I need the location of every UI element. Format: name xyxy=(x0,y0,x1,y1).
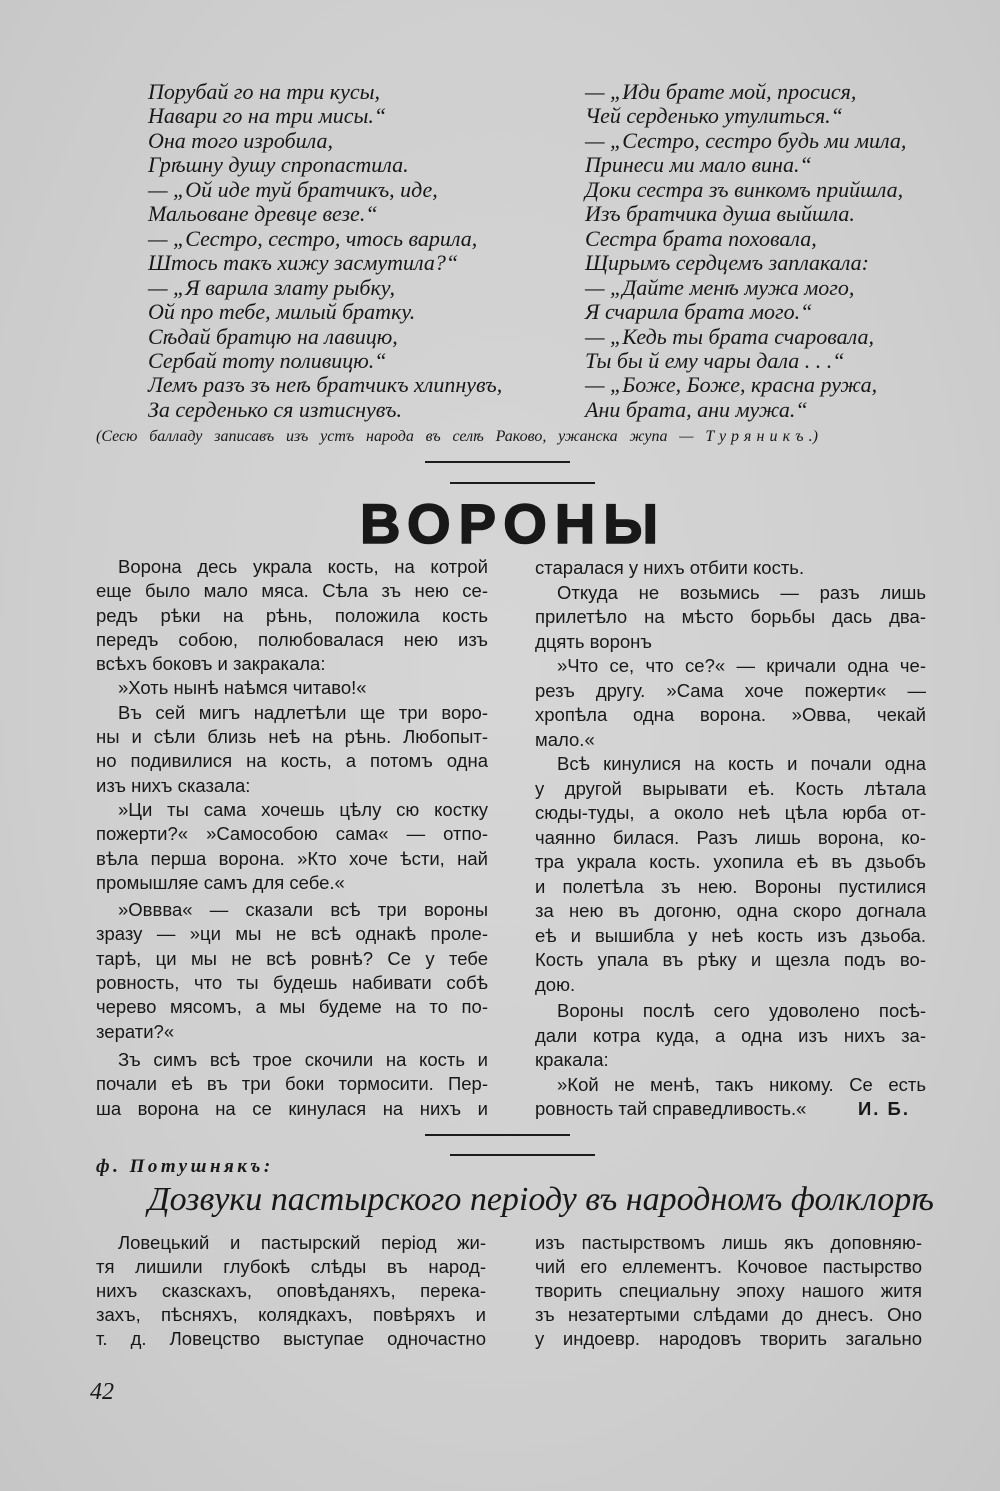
poem-column-right xyxy=(585,80,906,422)
poem-line: — „Иди брате мой, просися, xyxy=(585,79,857,104)
prose-line: изъ нихъ сказала: xyxy=(96,774,251,796)
prose-line: прилетѣло на мѣсто борьбы дась два- xyxy=(535,606,926,627)
prose-line: за нею въ догоню, одна скоро догнала xyxy=(535,900,926,921)
article-column-left xyxy=(96,1231,486,1351)
prose-line: Всѣ кинулися на кость и почали одна xyxy=(557,753,926,774)
prose-line: Ловецький и пастырский період жи- xyxy=(118,1232,486,1253)
poem-line: — „Сестро, сестро, чтось варила, xyxy=(148,225,478,251)
prose-line: »Что се, что се?« — кричали одна че- xyxy=(557,655,926,676)
prose-line: Кость упала въ рѣку и щезла подъ во- xyxy=(535,949,926,970)
note-end: .) xyxy=(808,428,818,445)
poem-line: — „Сестро, сестро будь ми мила, xyxy=(585,127,907,153)
prose-line: захъ, пѣсняхъ, колядкахъ, повѣряхъ и xyxy=(96,1304,486,1325)
prose-line: старалася у нихъ отбити кость. xyxy=(535,557,805,578)
prose-line: хропѣла одна ворона. »Овва, чекай xyxy=(535,704,926,725)
prose-line: Вороны послѣ сего удоволено посѣ- xyxy=(557,1000,926,1021)
prose-line: дою. xyxy=(535,973,576,995)
prose-line: кракала: xyxy=(535,1049,609,1070)
prose-line: тарѣ, ци мы не всѣ ровнѣ? Се у тебе xyxy=(96,947,488,969)
prose-line: но подивилися на кость, а потомъ одна xyxy=(96,750,488,772)
prose-line: редъ рѣки на рѣнь, положила кость xyxy=(96,604,488,626)
prose-line: Зъ симъ всѣ трое скочили на кость и xyxy=(118,1048,488,1070)
poem-line: Доки сестра зъ винкомъ прийшла, xyxy=(585,176,904,202)
divider-rule xyxy=(425,461,570,463)
prose-line: дали котра куда, а одна изъ нихъ за- xyxy=(535,1024,926,1046)
divider-rule xyxy=(450,482,595,484)
prose-line: дцять воронъ xyxy=(535,630,652,652)
poem-line: Сербай тоту поливицю.“ xyxy=(148,347,387,373)
poem-line: Ой про тебе, милый братку. xyxy=(148,299,416,325)
poem-line: Грѣшну душу спропастила. xyxy=(148,152,409,178)
prose-line: пожерти?« »Самособою сама« — отпо- xyxy=(96,823,488,845)
prose-line: у индоевр. народовъ творить загально xyxy=(535,1328,922,1349)
poem-line: — „Дайте менѣ мужа мого, xyxy=(585,274,855,300)
poem-line: Сестра брата поховала, xyxy=(585,225,817,251)
prose-line: и полетѣла зъ нею. Вороны пустилися xyxy=(535,875,926,897)
note-author: Туряникъ xyxy=(705,428,809,445)
prose-line: т. д. Ловецство выступае одночастно xyxy=(96,1328,486,1349)
prose-line: зъ незатертыми слѣдами до днесъ. Оно xyxy=(535,1304,922,1325)
poem-line: — „Я варила злату рыбку, xyxy=(148,274,395,300)
poem-line: Навари го на три мисы.“ xyxy=(148,103,387,129)
article-column-right xyxy=(535,1231,922,1351)
prose-line: »Хоть нынѣ наѣмся читаво!« xyxy=(118,677,367,699)
poem-line: Ани брата, ани мужа.“ xyxy=(585,396,808,422)
article-title: ВОРОНЫ xyxy=(360,492,667,555)
prose-line: почали еѣ въ три боки тормосити. Пер- xyxy=(96,1073,488,1095)
poem-line: — „Ой иде туй братчикъ, иде, xyxy=(148,176,438,202)
ballad-source-note xyxy=(96,426,818,448)
poem-column-left xyxy=(148,80,502,422)
prose-line: ровность, что ты будешь набивати собѣ xyxy=(96,972,488,994)
author-initials: И. Б. xyxy=(857,1098,910,1119)
prose-line: тра украла кость. ухопила еѣ въ дзьобъ xyxy=(535,851,926,872)
poem-line: Щирымъ сердцемъ заплакала: xyxy=(585,250,869,276)
poem-line: Принеси ми мало вина.“ xyxy=(585,152,812,178)
prose-line: сюды-туды, а около неѣ цѣла юрба от- xyxy=(535,802,926,823)
prose-line: Въ сей мигъ надлетѣли ще три воро- xyxy=(118,701,488,723)
divider-rule xyxy=(450,1154,595,1156)
prose-line: резъ другу. »Сама хоче пожерти« — xyxy=(535,679,926,701)
prose-line: тя лишили глубокѣ слѣды въ народ- xyxy=(96,1256,486,1277)
prose-line: ша ворона на се кинулася на нихъ и xyxy=(96,1097,488,1119)
prose-line: всѣхъ боковъ и закракала: xyxy=(96,653,326,675)
prose-line: творить специальну эпоху нашого житя xyxy=(535,1280,922,1301)
prose-line: еѣ и вышибла у неѣ кость изъ дзьоба. xyxy=(535,924,926,946)
article-author: ф. Потушнякъ: xyxy=(96,1156,274,1177)
poem-line: Штось такъ хижу засмутила?“ xyxy=(148,250,459,276)
poem-line: — „Кедь ты брата счаровала, xyxy=(585,323,874,349)
poem-line: Ты бы й ему чары дала . . .“ xyxy=(585,347,845,373)
poem-line: Она того изробила, xyxy=(148,127,333,153)
article-title: Дозвуки пастырского періоду въ народномъ фолклорѣ xyxy=(148,1181,934,1218)
prose-line: черево мясомъ, а мы будеме на то по- xyxy=(96,996,488,1018)
divider-rule xyxy=(425,1134,570,1136)
prose-line: у другой вырывати еѣ. Кость лѣтала xyxy=(535,777,926,799)
prose-line: промышляе самъ для себе.« xyxy=(96,871,345,893)
prose-line: мало.« xyxy=(535,728,595,750)
prose-line: изъ пастырствомъ лишь якъ доповняю- xyxy=(535,1232,922,1253)
poem-line: Лемъ разъ зъ неѣ братчикъ хлипнувъ, xyxy=(148,372,503,398)
prose-line: еще было мало мяса. Сѣла зъ нею се- xyxy=(96,580,488,602)
prose-line: передъ собою, полюбовалася нею изъ xyxy=(96,628,488,650)
prose-line: зерати?« xyxy=(96,1020,175,1042)
prose-line: вѣла перша ворона. »Кто хоче ѣсти, най xyxy=(96,847,488,869)
poem-line: — „Боже, Боже, красна ружа, xyxy=(585,372,878,398)
note-text: (Сесю балладу записавъ изъ устъ народа въ селѣ Раково, ужанска жупа — xyxy=(96,428,706,445)
poem-line: Порубай го на три кусы, xyxy=(148,79,381,104)
article-column-left xyxy=(96,555,488,1121)
prose-line: »Кой не менѣ, такъ никому. Се есть xyxy=(557,1073,926,1095)
poem-line: Чей серденько утулиться.“ xyxy=(585,103,843,129)
poem-line: За серденько ся изтиснувъ. xyxy=(148,396,402,422)
prose-line: ны и сѣли близь неѣ на рѣнь. Любопыт- xyxy=(96,726,488,748)
prose-line: нихъ сказскахъ, оповѣданяхъ, перека- xyxy=(96,1280,486,1301)
prose-line: »Оввва« — сказали всѣ три вороны xyxy=(118,899,488,921)
prose-line: ровность тай справедливость.« xyxy=(535,1098,807,1119)
poem-line: Изъ братчика душа выйшла. xyxy=(585,201,855,227)
prose-line: чаянно билася. Разъ лишь ворона, ко- xyxy=(535,826,926,848)
prose-line: Ворона десь украла кость, на котрой xyxy=(118,556,488,577)
signature-line xyxy=(535,1097,926,1122)
prose-line: чий его еллементъ. Кочовое пастырство xyxy=(535,1256,922,1277)
prose-line: Откуда не возьмись — разъ лишь xyxy=(557,581,926,603)
poem-line: Мальоване древце везе.“ xyxy=(148,201,378,227)
poem-line: Сѣдай братцю на лавицю, xyxy=(148,323,398,349)
prose-line: зразу — »ци мы не всѣ однакѣ проле- xyxy=(96,923,488,945)
article-column-right xyxy=(535,556,926,1122)
poem-line: Я счарила брата мого.“ xyxy=(585,299,813,325)
prose-line: »Ци ты сама хочешь цѣлу сю костку xyxy=(118,798,488,820)
page-number: 42 xyxy=(90,1379,114,1405)
